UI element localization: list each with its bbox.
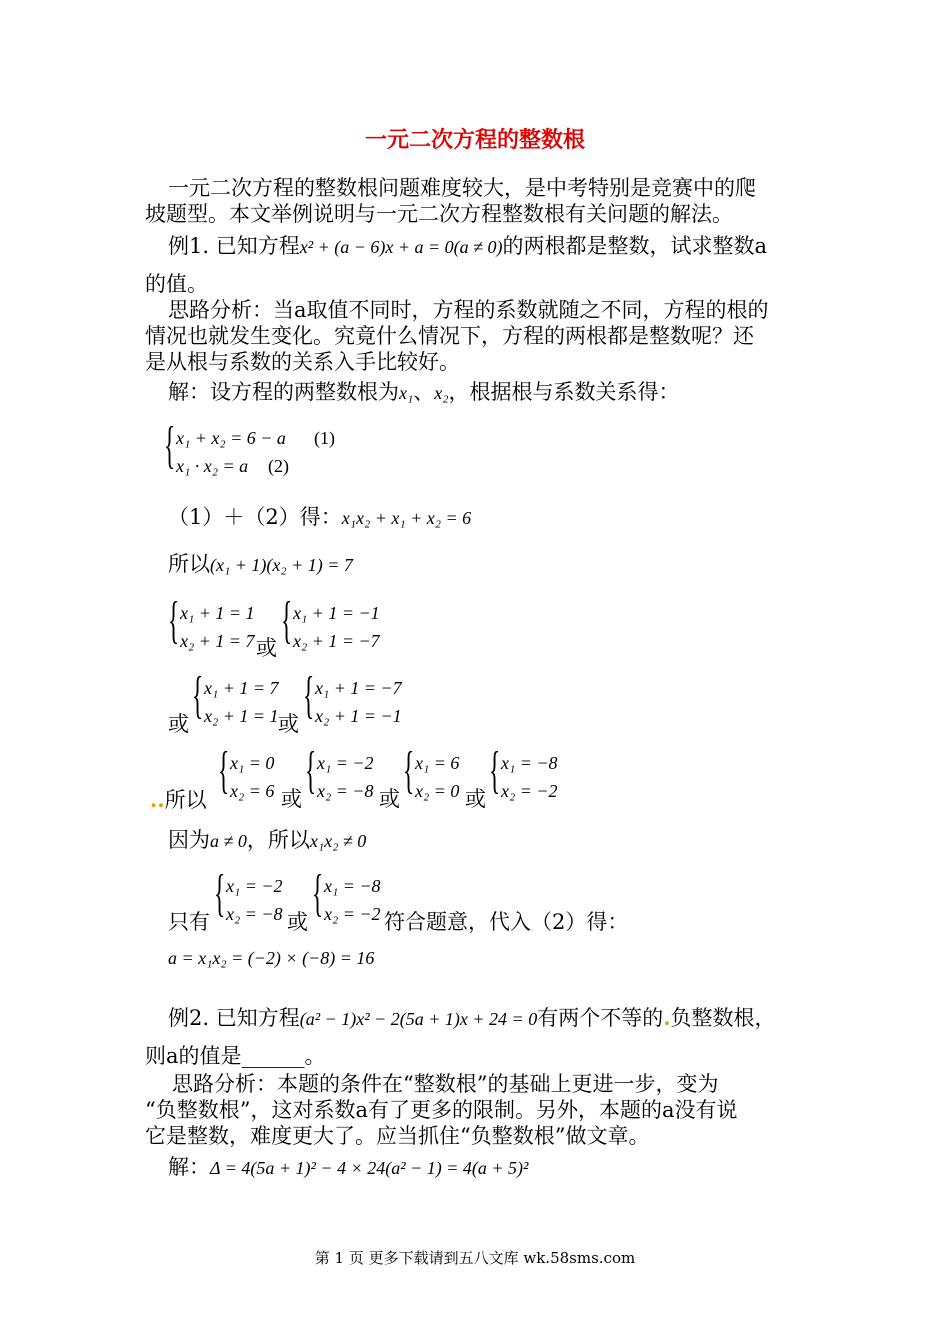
solution-2 bbox=[168, 1155, 528, 1181]
example-2-suffix-a: 有两个不等的 bbox=[537, 1006, 664, 1030]
example-1-line-1 bbox=[168, 234, 767, 260]
brace: { bbox=[218, 742, 230, 799]
page-footer: 第 1 页 更多下载请到五八文库 wk.58sms.com bbox=[314, 1249, 636, 1267]
brace: { bbox=[403, 742, 415, 799]
or-word: 或 bbox=[278, 712, 299, 736]
case-d-eq-1: x₁ + 1 = −7 bbox=[315, 678, 402, 698]
case-c-eq-1: x₁ + 1 = 7 bbox=[204, 678, 279, 698]
system-eq-1-number: (1) bbox=[314, 428, 335, 448]
result-4-x2: x₂ = −2 bbox=[501, 781, 558, 801]
result-2-x2: x₂ = −8 bbox=[317, 781, 374, 801]
valid-2-x1: x₁ = −8 bbox=[324, 876, 381, 896]
step-2 bbox=[168, 552, 353, 578]
result-1-x2: x₂ = 6 bbox=[230, 781, 275, 801]
final-equation: a = x₁x₂ = (−2) × (−8) = 16 bbox=[168, 948, 375, 968]
brace: { bbox=[192, 667, 204, 724]
solution-1-intro-a: 解：设方程的两整数根为 bbox=[168, 380, 399, 404]
solution-2-label: 解： bbox=[168, 1155, 210, 1179]
analysis-2-line-1: 思路分析：本题的条件在“整数根”的基础上更进一步，变为 bbox=[172, 1072, 719, 1096]
brace: { bbox=[214, 865, 226, 922]
solution-1-intro bbox=[168, 380, 680, 406]
case-c-eq-2: x₂ + 1 = 1 bbox=[204, 706, 279, 726]
analysis-2-line-3: 它是整数，难度更大了。应当抓住“负整数根”做文章。 bbox=[145, 1124, 650, 1148]
because-equation-2: x₁x₂ ≠ 0 bbox=[309, 831, 367, 851]
system-eq-2-number: (2) bbox=[268, 456, 289, 476]
intro-text-b: ，是中考特别是竞赛中的爬 bbox=[504, 176, 756, 200]
analysis-1-line-2: 情况也就发生变化。究竟什么情况下，方程的两根都是整数呢？还 bbox=[145, 324, 754, 348]
so-line bbox=[150, 787, 207, 813]
example-2-line-1 bbox=[168, 1005, 776, 1032]
step-2-equation: (x₁ + 1)(x₂ + 1) = 7 bbox=[210, 555, 353, 575]
example-1-line-2: 的值。 bbox=[145, 272, 208, 296]
system-eq-1: x₁ + x₂ = 6 − a bbox=[176, 428, 286, 448]
separator: 、 bbox=[413, 380, 435, 404]
only-label: 只有 bbox=[168, 910, 210, 934]
intro-line-1 bbox=[168, 176, 756, 201]
example-2-prefix: 例2. 已知方程 bbox=[168, 1006, 300, 1030]
result-2-x1: x₁ = −2 bbox=[317, 753, 374, 773]
only-suffix: 符合题意，代入（2）得： bbox=[384, 910, 629, 934]
valid-2-x2: x₂ = −2 bbox=[324, 904, 381, 924]
or-word: 或 bbox=[281, 787, 302, 811]
brace: { bbox=[303, 667, 315, 724]
analysis-1-line-1: 思路分析：当a取值不同时，方程的系数就随之不同，方程的根的 bbox=[168, 298, 769, 322]
root-x1: x₁ bbox=[399, 383, 414, 403]
case-a-eq-2: x₂ + 1 = 7 bbox=[180, 631, 255, 651]
brace: { bbox=[305, 742, 317, 799]
brace: { bbox=[489, 742, 501, 799]
step-1-equation: x₁x₂ + x₁ + x₂ = 6 bbox=[341, 508, 472, 528]
example-2-line-2: 则a的值是______。 bbox=[145, 1044, 326, 1068]
because-equation: a ≠ 0 bbox=[210, 831, 247, 851]
analysis-1-line-3: 是从根与系数的关系入手比较好。 bbox=[145, 350, 460, 374]
analysis-2-line-2: “负整数根”，这对系数a有了更多的限制。另外，本题的a没有说 bbox=[145, 1098, 738, 1122]
step-1-label: （1）＋（2）得： bbox=[168, 505, 342, 529]
brace: { bbox=[164, 417, 176, 474]
result-1-x1: x₁ = 0 bbox=[230, 753, 275, 773]
root-x2: x₂ bbox=[434, 383, 449, 403]
solution-1-intro-b: ，根据根与系数关系得： bbox=[448, 380, 680, 404]
or-word: 或 bbox=[287, 910, 308, 934]
so-label: 所以 bbox=[164, 788, 207, 812]
case-b-eq-2: x₂ + 1 = −7 bbox=[293, 631, 380, 651]
example-2-suffix-b: 负整数根， bbox=[670, 1006, 776, 1030]
system-eq-2: x₁ · x₂ = a bbox=[176, 456, 249, 476]
result-3-x2: x₂ = 0 bbox=[415, 781, 460, 801]
case-a-eq-1: x₁ + 1 = 1 bbox=[180, 603, 255, 623]
example-1-suffix: 的两根都是整数，试求整数a bbox=[502, 234, 768, 258]
step-1 bbox=[168, 505, 471, 531]
marker-dot: . bbox=[663, 1005, 671, 1030]
or-word: 或 bbox=[168, 712, 189, 736]
intro-text-a: 一元二次方程的整数根问题难度较大 bbox=[168, 176, 504, 200]
marker-dots: .. bbox=[150, 787, 165, 812]
solution-2-equation: Δ = 4(5a + 1)² − 4 × 24(a² − 1) = 4(a + 5)² bbox=[210, 1158, 529, 1178]
brace: { bbox=[312, 865, 324, 922]
or-word: 或 bbox=[465, 787, 486, 811]
valid-1-x2: x₂ = −8 bbox=[226, 904, 283, 924]
result-4-x1: x₁ = −8 bbox=[501, 753, 558, 773]
intro-line-2: 坡题型。本文举例说明与一元二次方程整数根有关问题的解法。 bbox=[145, 202, 733, 226]
example-1-prefix: 例1. 已知方程 bbox=[168, 234, 300, 258]
example-2-equation: (a² − 1)x² − 2(5a + 1)x + 24 = 0 bbox=[299, 1009, 538, 1029]
valid-1-x1: x₁ = −2 bbox=[226, 876, 283, 896]
example-1-equation: x² + (a − 6)x + a = 0(a ≠ 0) bbox=[299, 237, 503, 257]
or-word: 或 bbox=[379, 787, 400, 811]
result-3-x1: x₁ = 6 bbox=[415, 753, 460, 773]
because-line bbox=[168, 828, 366, 854]
or-word: 或 bbox=[256, 636, 277, 660]
case-b-eq-1: x₁ + 1 = −1 bbox=[293, 603, 380, 623]
page-title: 一元二次方程的整数根 bbox=[364, 128, 585, 153]
case-d-eq-2: x₂ + 1 = −1 bbox=[315, 706, 402, 726]
brace: { bbox=[281, 592, 293, 649]
because-so: ，所以 bbox=[246, 828, 310, 852]
brace: { bbox=[168, 592, 180, 649]
step-2-label: 所以 bbox=[168, 552, 210, 576]
because-label: 因为 bbox=[168, 828, 210, 852]
